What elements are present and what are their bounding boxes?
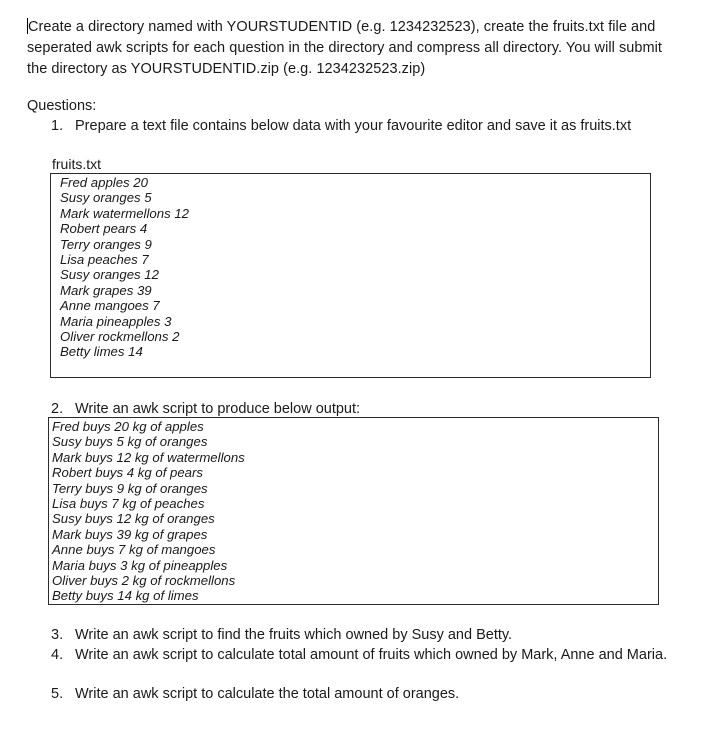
- question-text: Write an awk script to produce below output:: [75, 401, 361, 417]
- question-4: [51, 645, 671, 665]
- question-text: Write an awk script to find the fruits which owned by Susy and Betty.: [75, 627, 513, 643]
- question-5: [51, 684, 459, 704]
- fruits-file-label: fruits.txt: [52, 156, 102, 172]
- output-line: Mark buys 39 kg of grapes: [52, 526, 208, 542]
- fruits-data-line: Maria pineapples 3: [60, 313, 172, 329]
- output-line: Lisa buys 7 kg of peaches: [52, 496, 205, 512]
- output-line: Susy buys 5 kg of oranges: [52, 434, 208, 450]
- fruits-data-line: Oliver rockmellons 2: [60, 329, 180, 345]
- intro-text: Create a directory named with YOURSTUDENTID (e.g. 1234232523), create the fruits.txt file and seperated awk scripts for each question in the directory and compress all directory. You will submit the directory as YOURSTUDENTID.zip (e.g. 1234232523.zip): [27, 19, 662, 77]
- fruits-data-list: [60, 175, 189, 360]
- output-line: Terry buys 9 kg of oranges: [52, 480, 208, 496]
- question-number: 3.: [51, 627, 64, 643]
- output-line: Oliver buys 2 kg of rockmellons: [52, 573, 236, 589]
- output-line: Anne buys 7 kg of mangoes: [52, 542, 216, 558]
- fruits-data-line: Betty limes 14: [60, 344, 143, 360]
- output-line: Betty buys 14 kg of limes: [52, 588, 199, 604]
- questions-heading: Questions:: [27, 98, 97, 114]
- fruits-data-line: Susy oranges 5: [60, 190, 152, 206]
- expected-output-list: [52, 419, 245, 604]
- fruits-data-line: Mark grapes 39: [60, 282, 152, 298]
- question-text: Prepare a text file contains below data with your favourite editor and save it as fruits.txt: [75, 118, 632, 134]
- question-text: Write an awk script to calculate total amount of fruits which owned by Mark, Anne and Maria.: [75, 647, 668, 663]
- fruits-data-line: Mark watermellons 12: [60, 205, 189, 221]
- fruits-data-line: Terry oranges 9: [60, 236, 152, 252]
- question-number: 1.: [51, 118, 64, 134]
- question-number: 5.: [51, 686, 64, 702]
- intro-paragraph: [27, 17, 677, 80]
- question-number: 4.: [51, 647, 64, 663]
- question-1: [51, 116, 631, 136]
- fruits-data-line: Lisa peaches 7: [60, 252, 149, 268]
- fruits-data-box: [50, 173, 651, 378]
- question-text: Write an awk script to calculate the total amount of oranges.: [75, 686, 460, 702]
- output-line: Robert buys 4 kg of pears: [52, 465, 204, 481]
- question-2: [51, 399, 360, 419]
- fruits-data-line: Anne mangoes 7: [60, 298, 160, 314]
- output-line: Fred buys 20 kg of apples: [52, 419, 204, 434]
- question-3: [51, 625, 512, 645]
- fruits-data-line: Susy oranges 12: [60, 267, 159, 283]
- question-number: 2.: [51, 401, 64, 417]
- output-line: Mark buys 12 kg of watermellons: [52, 449, 245, 465]
- fruits-data-line: Robert pears 4: [60, 221, 148, 237]
- output-line: Susy buys 12 kg of oranges: [52, 511, 215, 527]
- expected-output-box: [48, 417, 659, 605]
- fruits-data-line: Fred apples 20: [60, 175, 148, 190]
- output-line: Maria buys 3 kg of pineapples: [52, 557, 228, 573]
